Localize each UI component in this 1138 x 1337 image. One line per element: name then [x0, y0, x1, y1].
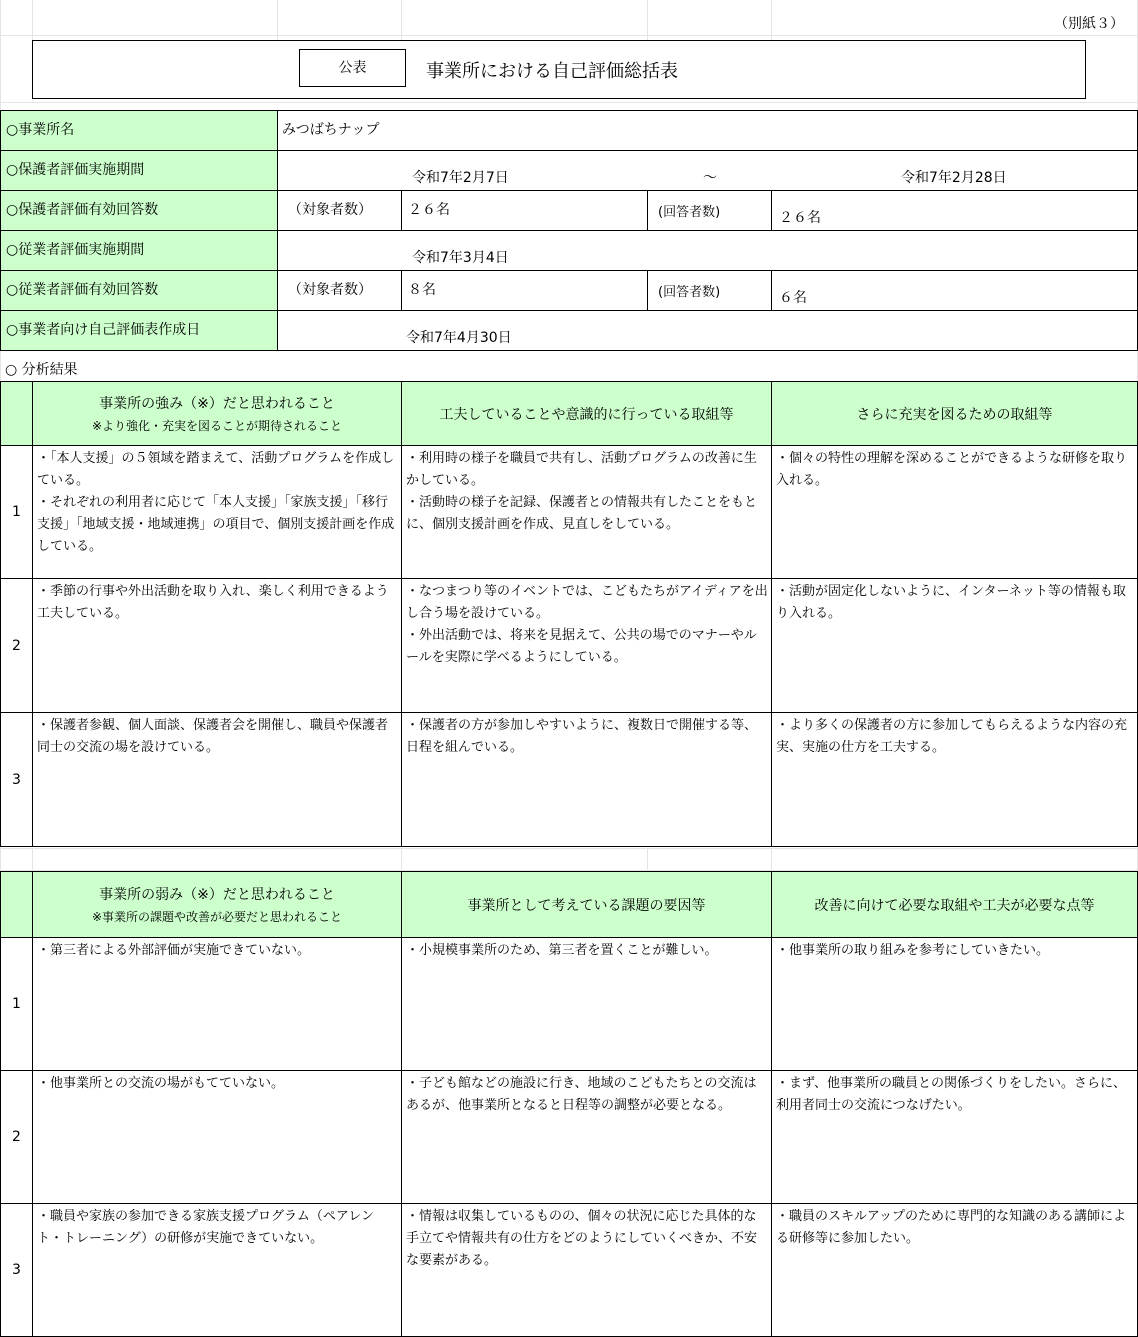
staff-period-value: 令和7年3月4日	[412, 250, 509, 266]
table-cell: ・第三者による外部評価が実施できていない。	[32, 937, 402, 1071]
analysis-label: ○ 分析結果	[5, 362, 78, 378]
guardian-target-value: ２６名	[401, 190, 648, 231]
guardian-answered-label: (回答者数)	[647, 190, 772, 231]
strengths-header-col1	[32, 381, 402, 446]
strengths-header-num	[0, 381, 33, 446]
table-row-number: 3	[0, 1203, 33, 1337]
table-cell: ・個々の特性の理解を深めることができるような研修を取り入れる。	[771, 445, 1138, 579]
staff-answered-label: (回答者数)	[647, 270, 772, 311]
weaknesses-header-num	[0, 871, 33, 938]
table-cell: ・子ども館などの施設に行き、地域のこどもたちとの交流はあるが、他事業所となると日程等の調整が必要となる。	[401, 1070, 772, 1204]
weaknesses-header-col3-text: 改善に向けて必要な取組や工夫が必要な点等	[814, 897, 1095, 914]
staff-period-cell	[277, 230, 1138, 271]
staff-target-label: （対象者数）	[277, 270, 402, 311]
strengths-header-col3	[771, 381, 1138, 446]
weaknesses-header-col1-main: 事業所の弱み（※）だと思われること	[99, 887, 335, 903]
strengths-header-col2	[401, 381, 772, 446]
guardian-period-end: 令和7年2月28日	[901, 170, 1007, 186]
table-cell: ・他事業所との交流の場がもてていない。	[32, 1070, 402, 1204]
strengths-header-col1-sub: ※より強化・充実を図ることが期待されること	[91, 419, 343, 433]
table-cell: ・情報は収集しているものの、個々の状況に応じた具体的な手立てや情報共有の仕方をどのようにしていくべきか、不安な要素がある。	[401, 1203, 772, 1337]
table-cell: ・小規模事業所のため、第三者を置くことが難しい。	[401, 937, 772, 1071]
strengths-header-col3-text: さらに充実を図るための取組等	[856, 406, 1053, 423]
table-cell: ・保護者の方が参加しやすいように、複数日で開催する等、日程を組んでいる。	[401, 712, 772, 847]
table-cell: ・活動が固定化しないように、インターネット等の情報も取り入れる。	[771, 578, 1138, 713]
self-eval-date: 令和7年4月30日	[406, 330, 512, 346]
guardian-target-label: （対象者数）	[277, 190, 402, 231]
table-cell: ・他事業所の取り組みを参考にしていきたい。	[771, 937, 1138, 1071]
weaknesses-header-col1	[32, 871, 402, 938]
office-name-label: ○事業所名	[0, 110, 278, 151]
weaknesses-header-col1-sub: ※事業所の課題や改善が必要だと思われること	[91, 910, 343, 924]
table-row-number: 2	[0, 1070, 33, 1204]
table-cell: ・保護者参観、個人面談、保護者会を開催し、職員や保護者同士の交流の場を設けている。	[32, 712, 402, 847]
guardian-period-label: ○保護者評価実施期間	[0, 150, 278, 191]
table-cell: ・より多くの保護者の方に参加してもらえるような内容の充実、実施の仕方を工夫する。	[771, 712, 1138, 847]
strengths-header-col1-main: 事業所の強み（※）だと思われること	[99, 396, 335, 412]
staff-target-value: ８名	[401, 270, 648, 311]
appendix-label: （別紙３）	[1054, 16, 1124, 32]
weaknesses-header-col3	[771, 871, 1138, 938]
table-row-number: 1	[0, 445, 33, 579]
table-row-number: 3	[0, 712, 33, 847]
table-cell: ・「本人支援」の５領域を踏まえて、活動プログラムを作成している。 ・それぞれの利用者に応じて「本人支援」「家族支援」「移行支援」「地域支援・地域連携」の項目で、個別支援計画を作成している。	[32, 445, 402, 579]
staff-responses-label: ○従業者評価有効回答数	[0, 270, 278, 311]
weaknesses-header-col2	[401, 871, 772, 938]
self-eval-label: ○事業者向け自己評価表作成日	[0, 310, 278, 351]
public-badge: 公表	[299, 49, 406, 87]
table-row-number: 2	[0, 578, 33, 713]
office-name-value: みつばちナップ	[277, 110, 1138, 151]
period-tilde: ～	[703, 170, 717, 186]
table-cell: ・季節の行事や外出活動を取り入れ、楽しく利用できるよう工夫している。	[32, 578, 402, 713]
guardian-answered-value: ２６名	[771, 190, 1138, 231]
staff-answered-value: ６名	[771, 270, 1138, 311]
table-row-number: 1	[0, 937, 33, 1071]
page-title: 事業所における自己評価総括表	[426, 61, 678, 82]
guardian-responses-label: ○保護者評価有効回答数	[0, 190, 278, 231]
staff-period-label: ○従業者評価実施期間	[0, 230, 278, 271]
table-cell: ・まず、他事業所の職員との関係づくりをしたい。さらに、利用者同士の交流につなげたい。	[771, 1070, 1138, 1204]
table-cell: ・職員のスキルアップのために専門的な知識のある講師による研修等に参加したい。	[771, 1203, 1138, 1337]
table-cell: ・利用時の様子を職員で共有し、活動プログラムの改善に生かしている。 ・活動時の様子を記録、保護者との情報共有したことをもとに、個別支援計画を作成、見直しをしている。	[401, 445, 772, 579]
guardian-period-start: 令和7年2月7日	[412, 170, 509, 186]
table-cell: ・なつまつり等のイベントでは、こどもたちがアイディアを出し合う場を設けている。 ・外出活動では、将来を見据えて、公共の場でのマナーやルールを実際に学べるようにしている。	[401, 578, 772, 713]
weaknesses-header-col2-text: 事業所として考えている課題の要因等	[467, 897, 706, 914]
table-cell: ・職員や家族の参加できる家族支援プログラム（ペアレント・トレーニング）の研修が実施できていない。	[32, 1203, 402, 1337]
strengths-header-col2-text: 工夫していることや意識的に行っている取組等	[439, 406, 734, 423]
